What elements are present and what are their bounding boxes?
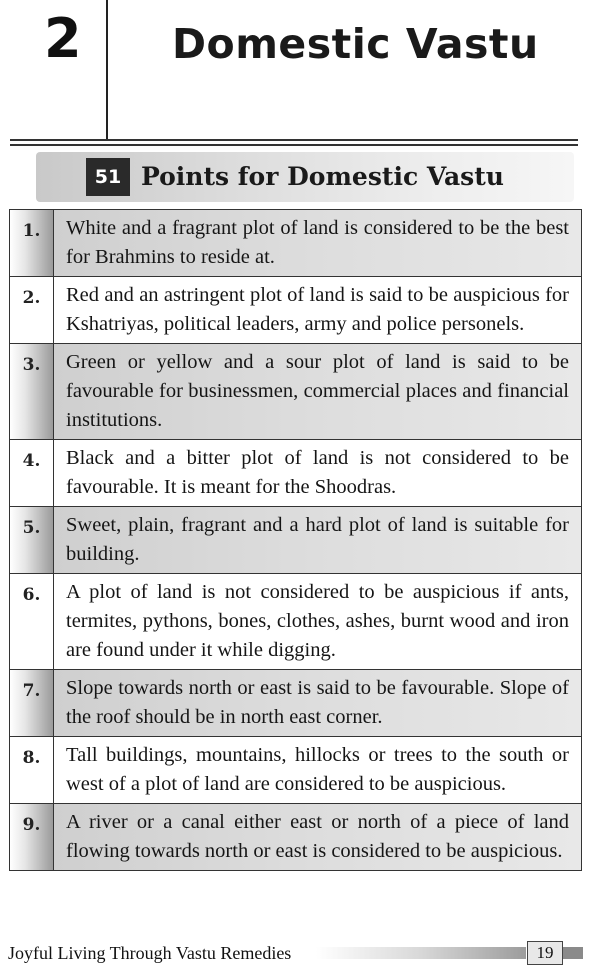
header-rule-bottom <box>10 144 578 146</box>
points-table <box>9 209 582 871</box>
point-text: A plot of land is not considered to be auspicious if ants, termites, pythons, bones, clothes, ashes, burnt wood and iron are found under it while digging. <box>54 574 582 669</box>
footer-book-title: Joyful Living Through Vastu Remedies <box>8 943 292 963</box>
point-text: Sweet, plain, fragrant and a hard plot of land is suitable for building. <box>54 507 582 573</box>
point-text: A river or a canal either east or north of a piece of land flowing towards north or east is considered to be auspicious. <box>54 804 582 870</box>
section-badge: 51 <box>86 158 130 196</box>
table-row <box>9 670 582 737</box>
table-row <box>9 737 582 804</box>
header-divider-vertical <box>106 0 108 140</box>
point-number: 2. <box>9 277 54 343</box>
table-row <box>9 804 582 871</box>
chapter-title: Domestic Vastu <box>172 20 539 68</box>
point-number: 7. <box>9 670 54 736</box>
point-number: 3. <box>9 344 54 439</box>
point-number: 8. <box>9 737 54 803</box>
point-text: Red and an astringent plot of land is said to be auspicious for Kshatriyas, political leaders, army and police personels. <box>54 277 582 343</box>
section-title: Points for Domestic Vastu <box>141 162 504 191</box>
footer-end-bar <box>563 947 583 959</box>
page-number: 19 <box>527 941 563 965</box>
chapter-number: 2 <box>44 7 82 70</box>
table-row <box>9 507 582 574</box>
footer-gradient-bar <box>316 947 526 959</box>
table-row <box>9 210 582 277</box>
table-row <box>9 574 582 670</box>
point-text: White and a fragrant plot of land is considered to be the best for Brahmins to reside at. <box>54 210 582 276</box>
point-text: Green or yellow and a sour plot of land is said to be favourable for businessmen, commercial places and financial institutions. <box>54 344 582 439</box>
header-rule-top <box>10 139 578 141</box>
table-row <box>9 277 582 344</box>
point-number: 1. <box>9 210 54 276</box>
point-text: Tall buildings, mountains, hillocks or trees to the south or west of a plot of land are considered to be auspicious. <box>54 737 582 803</box>
table-row <box>9 344 582 440</box>
point-text: Slope towards north or east is said to be favourable. Slope of the roof should be in north east corner. <box>54 670 582 736</box>
point-number: 6. <box>9 574 54 669</box>
point-number: 9. <box>9 804 54 870</box>
table-row <box>9 440 582 507</box>
point-text: Black and a bitter plot of land is not considered to be favourable. It is meant for the Shoodras. <box>54 440 582 506</box>
point-number: 5. <box>9 507 54 573</box>
point-number: 4. <box>9 440 54 506</box>
